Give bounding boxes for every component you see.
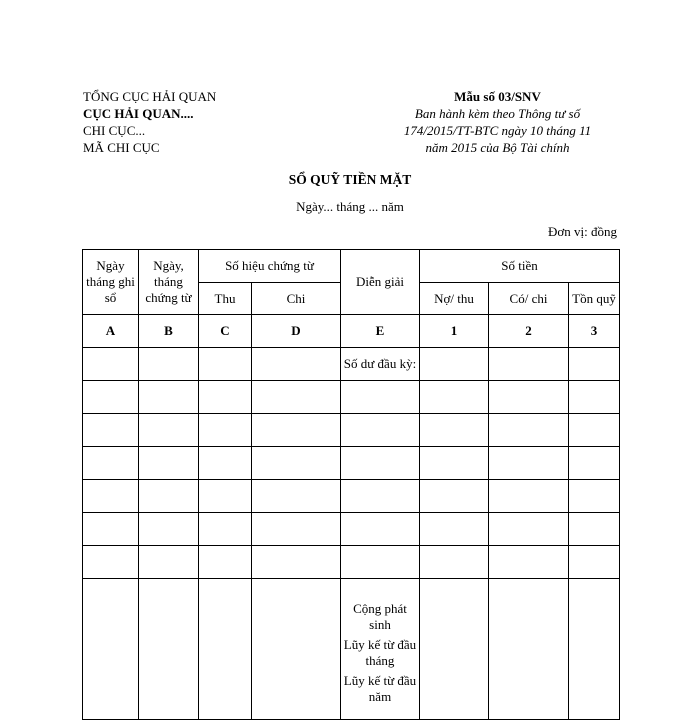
table-cell xyxy=(341,414,420,447)
form-ministry-line: năm 2015 của Bộ Tài chính xyxy=(425,140,570,155)
table-cell xyxy=(489,414,569,447)
table-cell xyxy=(83,414,139,447)
table-cell xyxy=(569,579,620,720)
table-cell xyxy=(569,414,620,447)
header-doc-number-group: Số hiệu chứng từ xyxy=(199,250,341,283)
cash-ledger-table xyxy=(82,249,620,720)
table-cell xyxy=(252,381,341,414)
summary-total-generated: Cộng phát sinh xyxy=(353,600,407,632)
table-cell xyxy=(420,414,489,447)
table-cell xyxy=(252,414,341,447)
table-cell xyxy=(252,447,341,480)
code-cell: 2 xyxy=(489,315,569,348)
table-cell xyxy=(252,513,341,546)
opening-balance-label: Số dư đầu kỳ: xyxy=(341,348,420,381)
table-cell xyxy=(252,348,341,381)
table-cell xyxy=(569,480,620,513)
summary-cumulative-year: Lũy kế từ đầu năm xyxy=(343,672,417,704)
date-line: Ngày... tháng ... năm xyxy=(296,199,404,214)
table-cell xyxy=(420,480,489,513)
summary-labels xyxy=(341,579,420,720)
table-cell xyxy=(252,480,341,513)
table-cell xyxy=(199,513,252,546)
header-row-1 xyxy=(83,250,620,283)
table-cell xyxy=(199,447,252,480)
header-amount-group: Số tiền xyxy=(420,250,620,283)
table-row xyxy=(83,546,620,579)
form-circular-line: 174/2015/TT-BTC ngày 10 tháng 11 xyxy=(403,123,592,138)
form-number: Mẫu số 03/SNV xyxy=(454,89,541,104)
table-cell xyxy=(489,348,569,381)
table-cell xyxy=(569,348,620,381)
issuer-general-dept: TỔNG CỤC HẢI QUAN xyxy=(83,89,217,104)
table-cell xyxy=(252,579,341,720)
code-cell: B xyxy=(139,315,199,348)
table-cell xyxy=(252,546,341,579)
table-cell xyxy=(83,480,139,513)
table-cell xyxy=(569,381,620,414)
table-cell xyxy=(83,579,139,720)
table-cell xyxy=(139,348,199,381)
issuer-block xyxy=(83,88,216,156)
table-cell xyxy=(341,480,420,513)
table-cell xyxy=(489,480,569,513)
code-cell: C xyxy=(199,315,252,348)
header-receipt: Thu xyxy=(199,283,252,315)
table-row xyxy=(83,414,620,447)
table-cell xyxy=(420,513,489,546)
table-cell xyxy=(489,513,569,546)
table-cell xyxy=(569,546,620,579)
opening-balance-row xyxy=(83,348,620,381)
table-cell xyxy=(420,381,489,414)
table-cell xyxy=(139,579,199,720)
issuer-sub-dept: CHI CỤC... xyxy=(83,123,146,138)
table-cell xyxy=(569,447,620,480)
form-reference-block xyxy=(380,88,615,156)
form-issued-line: Ban hành kèm theo Thông tư số xyxy=(414,106,581,121)
column-code-row xyxy=(83,315,620,348)
header-date-doc: Ngày, tháng chứng từ xyxy=(139,250,199,315)
table-cell xyxy=(199,579,252,720)
table-cell xyxy=(139,381,199,414)
table-cell xyxy=(569,513,620,546)
table-cell xyxy=(139,447,199,480)
code-cell: D xyxy=(252,315,341,348)
table-cell xyxy=(139,414,199,447)
table-cell xyxy=(83,546,139,579)
table-cell xyxy=(420,546,489,579)
table-cell xyxy=(420,579,489,720)
table-cell xyxy=(199,381,252,414)
header-balance: Tồn quỹ xyxy=(569,283,620,315)
table-row xyxy=(83,480,620,513)
table-row xyxy=(83,513,620,546)
issuer-customs-dept: CỤC HẢI QUAN.... xyxy=(83,106,194,121)
header-debit: Nợ/ thu xyxy=(420,283,489,315)
table-cell xyxy=(341,381,420,414)
table-cell xyxy=(489,546,569,579)
table-cell xyxy=(83,381,139,414)
table-cell xyxy=(489,579,569,720)
table-cell xyxy=(199,546,252,579)
table-cell xyxy=(341,447,420,480)
table-cell xyxy=(420,348,489,381)
issuer-sub-dept-code: MÃ CHI CỤC xyxy=(83,140,160,155)
table-cell xyxy=(489,447,569,480)
table-cell xyxy=(139,480,199,513)
summary-row xyxy=(83,579,620,720)
code-cell: 3 xyxy=(569,315,620,348)
table-cell xyxy=(199,480,252,513)
header-credit: Có/ chi xyxy=(489,283,569,315)
currency-unit: Đơn vị: đồng xyxy=(548,224,617,239)
code-cell: 1 xyxy=(420,315,489,348)
table-cell xyxy=(83,348,139,381)
table-cell xyxy=(199,414,252,447)
table-cell xyxy=(83,513,139,546)
document-title: SỔ QUỸ TIỀN MẶT xyxy=(288,172,412,187)
table-cell xyxy=(199,348,252,381)
header-payment: Chi xyxy=(252,283,341,315)
code-cell: A xyxy=(83,315,139,348)
table-cell xyxy=(489,381,569,414)
summary-cumulative-month: Lũy kế từ đầu tháng xyxy=(343,636,417,668)
table-row xyxy=(83,447,620,480)
header-date-record: Ngày tháng ghi sổ xyxy=(83,250,139,315)
table-cell xyxy=(83,447,139,480)
table-cell xyxy=(341,513,420,546)
table-cell xyxy=(139,513,199,546)
code-cell: E xyxy=(341,315,420,348)
table-cell xyxy=(420,447,489,480)
table-cell xyxy=(139,546,199,579)
table-cell xyxy=(341,546,420,579)
header-description: Diễn giải xyxy=(341,250,420,315)
table-row xyxy=(83,381,620,414)
